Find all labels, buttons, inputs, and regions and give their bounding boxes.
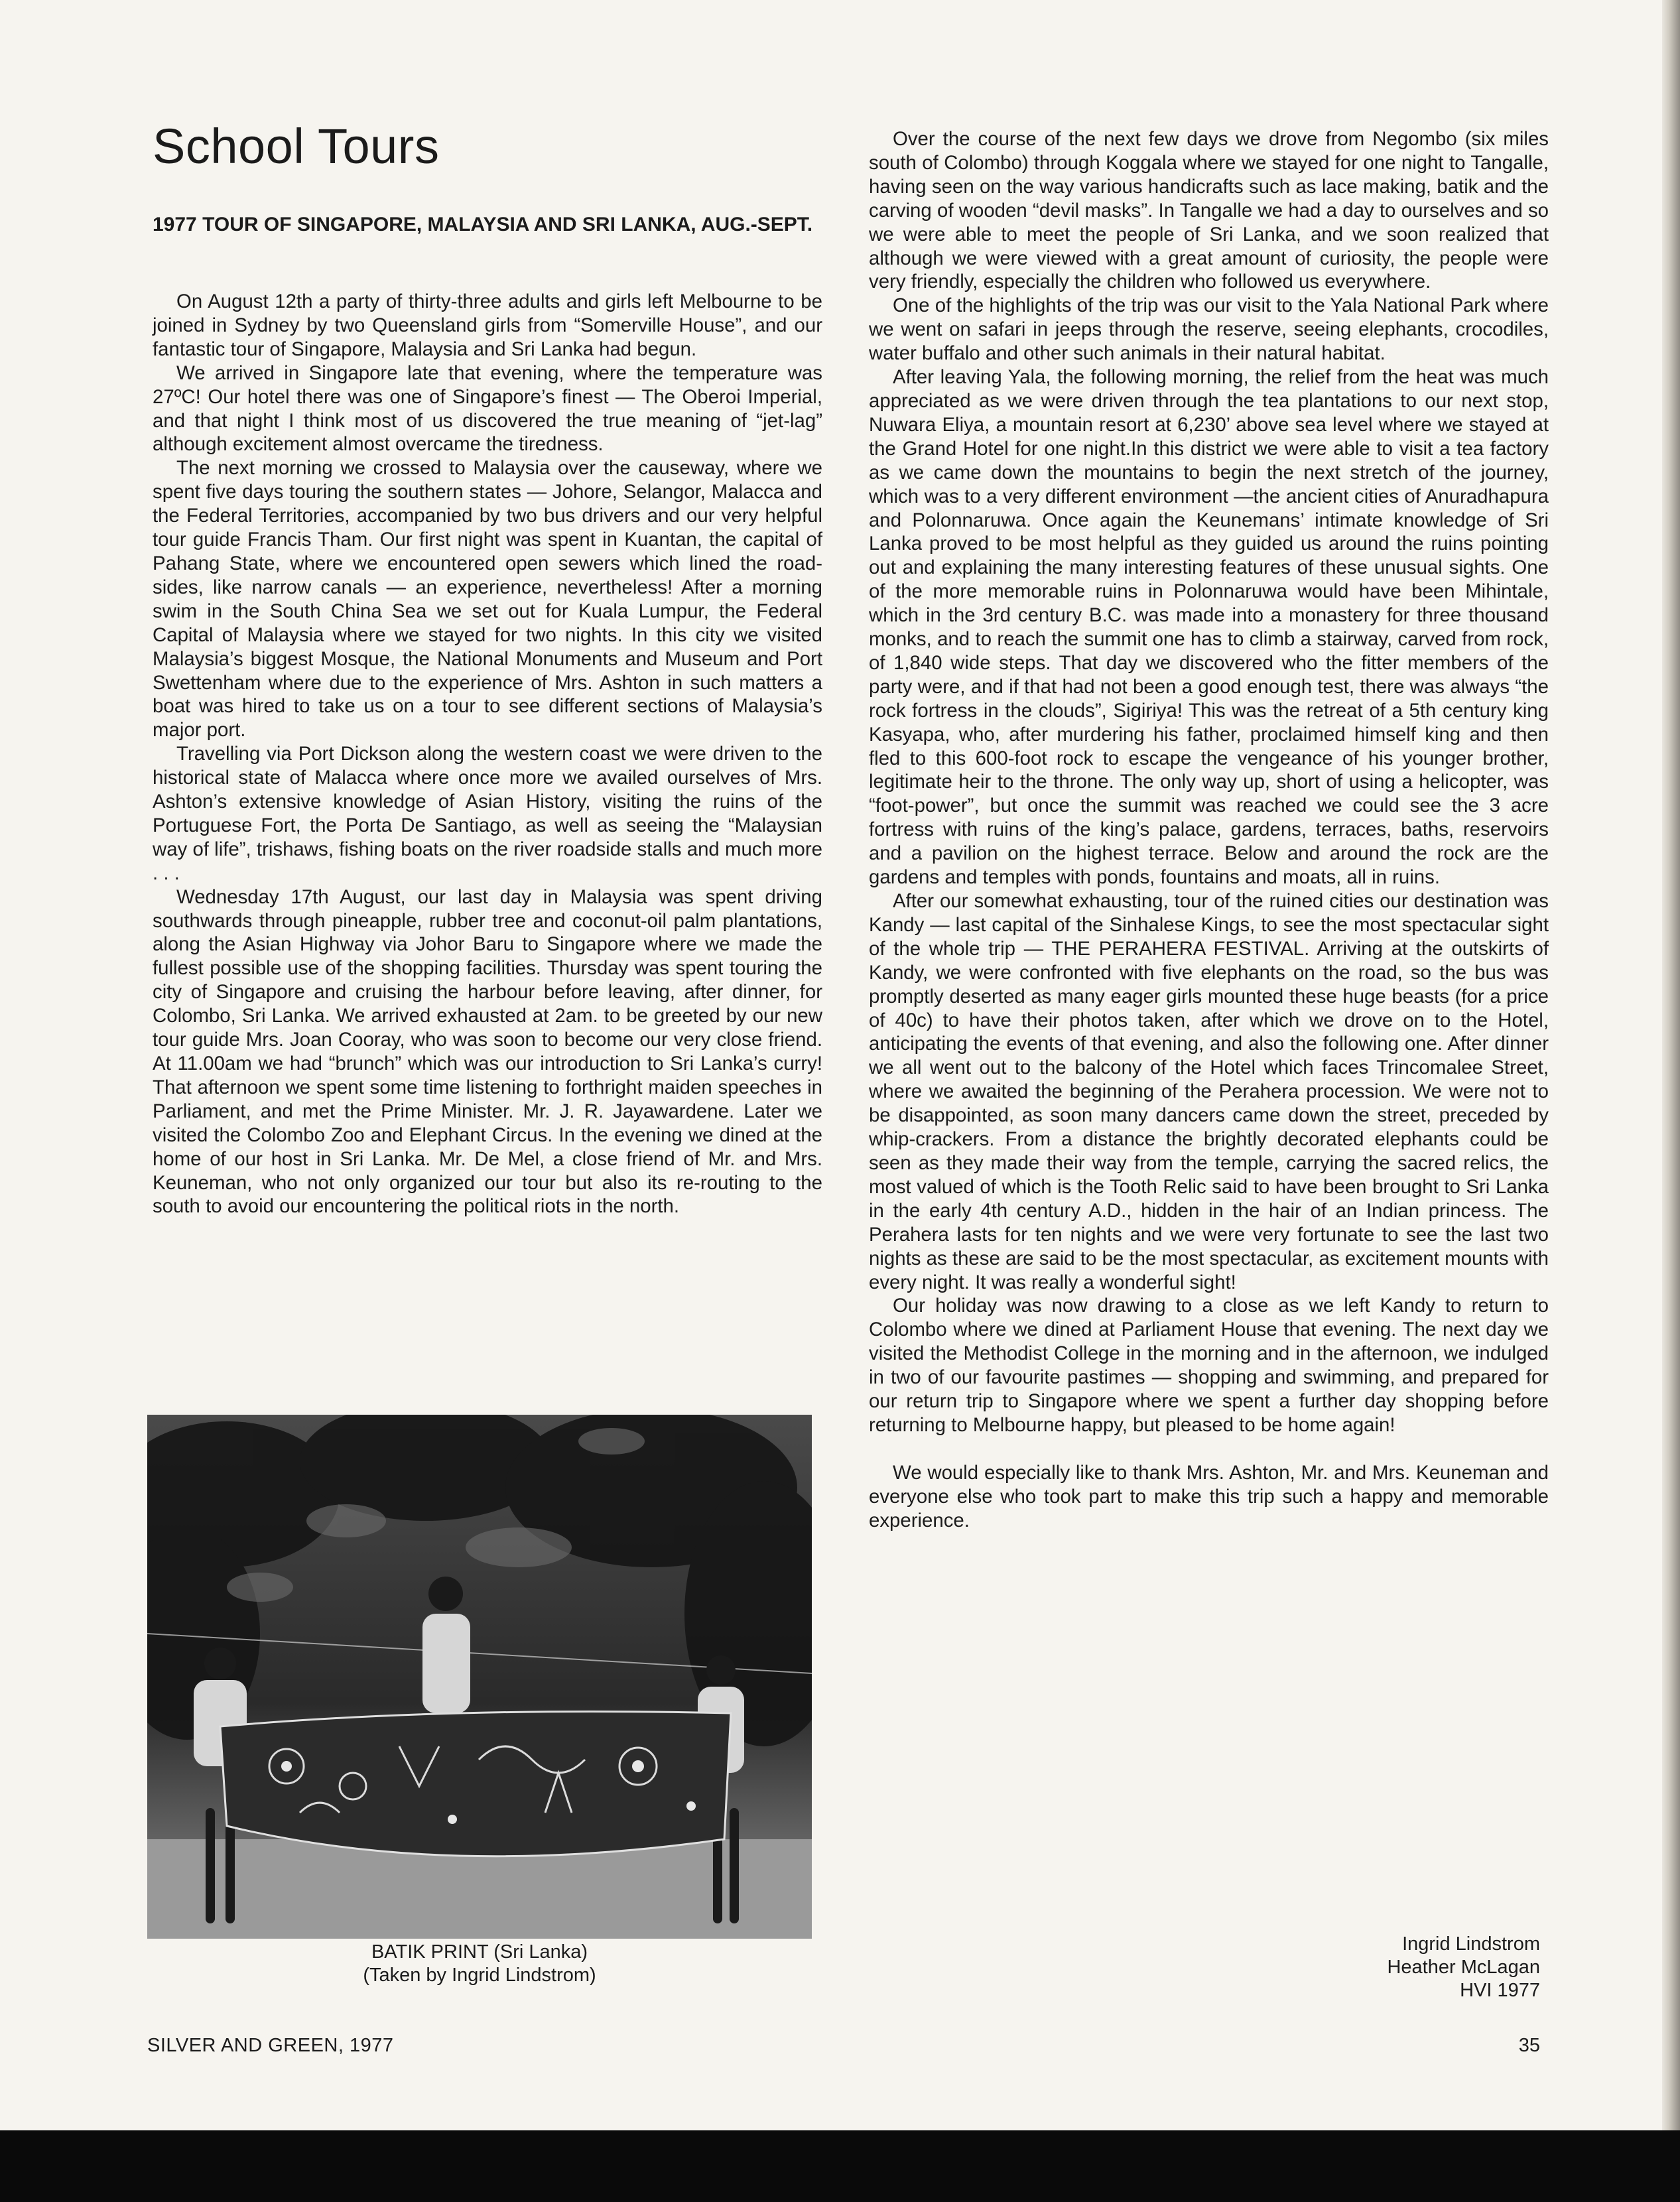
paragraph: After our somewhat exhausting, tour of the ruined cities our destination was Kandy — last capital of the Sinhalese Kings, to see the most spectacular sight of the whole trip — THE PERAHERA FESTIVAL. Arriving at the outskirts of Kandy, we were confronted with five elephants on the road, so the bus was promptly deserted as many eager girls mounted these huge beasts (for a price of 40c) to have their photos taken, after which we drove on to the Hotel, anticipating the events of that evening, and also the following one. After dinner we all went out to the balcony of the Hotel which faces Trincomalee Street, where we awaited the beginning of the Perahera procession. We were not to be disappointed, as soon many dancers came down the street, preceded by whip-crackers. From a distance the brightly decorated elephants could be seen as they made their way from the temple, carrying the sacred relics, the most valued of which is the Tooth Relic said to have been brought to Sri Lanka in the early 4th century A.D., hidden in the hair of an Indian princess. The Perahera lasts for ten nights and we were very fortunate to see the last two nights as these are said to be the most spectacular, as excitement mounts with every night. It was really a wonderful sight! (869, 890, 1549, 1293)
page-edge-shadow (1662, 0, 1680, 2130)
author-name: Heather McLagan (1387, 1957, 1540, 1978)
article-title: School Tours (153, 119, 440, 174)
paragraph: After leaving Yala, the following morning, the relief from the heat was much appreciated as we were driven through the tea plantations to our next stop, Nuwara Eliya, a mountain resort at 6,230’ above sea level where we stayed at the Grand Hotel for one night.In this district we were able to visit a tea factory as we came down the mountains to begin the next stretch of the journey, which was to a very different environment —the ancient cities of Anuradhapura and Polonnaruwa. Once again the Keunemans’ intimate knowledge of Sri Lanka proved to be most helpful as they guided us around the ruins pointing out and explaining the many interesting features of these unusual sights. One of the more memorable ruins in Polonnaruwa would have been Mihintale, which in the 3rd century B.C. was made into a monastery for three thousand monks, and to reach the summit one has to climb a stairway, carved from rock, of 1,840 wide steps. That day we discovered who the fitter members of the party were, and if that had not been a good enough test, there was always “the rock fortress in the clouds”, Sigiriya! This was the retreat of a 5th century king Kasyapa, who, after murdering his father, proclaimed himself king and then fled to this 600-foot rock to escape the vengeance of his younger brother, legitimate heir to the throne. The only way up, short of using a helicopter, was “foot-power”, but once the summit was reached we could see the 3 acre fortress with ruins of the king’s palace, gardens, terraces, baths, reservoirs and a pavilion on the highest terrace. Below and around the rock are the gardens and temples with ponds, fountains and moats, all in ruins. (869, 366, 1549, 889)
photo-caption-title: BATIK PRINT (Sri Lanka) (371, 1941, 588, 1963)
author-class: HVI 1977 (1460, 1980, 1540, 2001)
paragraph: On August 12th a party of thirty-three adults and girls left Melbourne to be joined in Sydney by two Queensland girls from “Somerville House”, and our fantastic tour of Singapore, Malaysia and Sri Lanka had begun. (153, 291, 822, 360)
right-column (869, 127, 1549, 1533)
article-subtitle: 1977 TOUR OF SINGAPORE, MALAYSIA AND SRI LANKA, AUG.-SEPT. (153, 214, 813, 235)
paragraph: Over the course of the next few days we drove from Negombo (six miles south of Colombo) through Koggala where we stayed for one night to Tangalle, having seen on the way various handicrafts such as lace making, batik and the carving of wooden “devil masks”. In Tangalle we had a day to ourselves and so we were able to meet the people of Sri Lanka, and we soon realized that although we were viewed with a great amount of curiosity, the people were very friendly, especially the children who followed us everywhere. (869, 128, 1549, 293)
paragraph: Travelling via Port Dickson along the western coast we were driven to the historical state of Malacca where once more we availed ourselves of Mrs. Ashton’s extensive knowledge of Asian History, visiting the ruins of the Portuguese Fort, the Porta De Santiago, as well as seeing the “Malaysian way of life”, trishaws, fishing boats on the river roadside stalls and much more . . . (153, 743, 822, 884)
photo-caption (147, 1941, 812, 1987)
batik-photo (147, 1415, 812, 1939)
page-number: 35 (1518, 2035, 1540, 2056)
left-column (153, 290, 822, 1218)
paragraph: We arrived in Singapore late that evening, where the temperature was 27ºC! Our hotel there was one of Singapore’s finest — The Oberoi Imperial, and that night I think most of us discovered the true meaning of “jet-lag” although excitement almost overcame the tiredness. (153, 361, 822, 456)
thanks-paragraph: We would especially like to thank Mrs. Ashton, Mr. and Mrs. Keuneman and everyone else who took part to make this trip such a happy and memorable experience. (869, 1461, 1549, 1531)
batik-photo-image (147, 1415, 812, 1939)
author-name: Ingrid Lindstrom (1402, 1933, 1540, 1955)
paragraph: One of the highlights of the trip was our visit to the Yala National Park where we went on safari in jeeps through the reserve, seeing elephants, crocodiles, water buffalo and other such animals in their natural habitat. (869, 294, 1549, 365)
paragraph: The next morning we crossed to Malaysia over the causeway, where we spent five days touring the southern states — Johore, Selangor, Malacca and the Federal Territories, accompanied by two bus drivers and our very helpful tour guide Francis Tham. Our first night was spent in Kuantan, the capital of Pahang State, where we encountered open sewers which lined the road-sides, like narrow canals — an experience, nevertheless! After a morning swim in the South China Sea we set out for Kuala Lumpur, the Federal Capital of Malaysia where we stayed for two nights. In this city we visited Malaysia’s biggest Mosque, the National Monuments and Museum and Port Swettenham where due to the experience of Mrs. Ashton in such matters a boat was hired to take us on a tour to see different sections of Malaysia’s major port. (153, 457, 822, 742)
paragraph: Wednesday 17th August, our last day in Malaysia was spent driving southwards through pineapple, rubber tree and coconut-oil palm plantations, along the Asian Highway via Johor Baru to Singapore where we made the fullest possible use of the shopping facilities. Thursday was spent touring the city of Singapore and cruising the harbour before leaving, after dinner, for Colombo, Sri Lanka. We arrived exhausted at 2am. to be greeted by our new tour guide Mrs. Joan Cooray, who was soon to become our very close friend. At 11.00am we had “brunch” which was our introduction to Sri Lanka’s curry! That afternoon we spent some time listening to forthright maiden speeches in Parliament, and met the Prime Minister. Mr. J. R. Jayawardene. Later we visited the Colombo Zoo and Elephant Circus. In the evening we dined at the home of our host in Sri Lanka. Mr. De Mel, a close friend of Mr. and Mrs. Keuneman, who not only organized our tour but also its re-routing to the south to avoid our encountering the political riots in the north. (153, 885, 822, 1218)
publication-name: SILVER AND GREEN, 1977 (147, 2035, 394, 2056)
paragraph: Our holiday was now drawing to a close as we left Kandy to return to Colombo where we dined at Parliament House that evening. The next day we visited the Methodist College in the morning and in the afternoon, we indulged in two of our favourite pastimes — shopping and swimming, and prepared for our return trip to Singapore where we spent a further day shopping before returning to Melbourne happy, but pleased to be home again! (869, 1295, 1549, 1436)
photo-caption-credit: (Taken by Ingrid Lindstrom) (363, 1965, 596, 1986)
scan-border (0, 2130, 1680, 2202)
author-byline (1260, 1933, 1540, 2002)
